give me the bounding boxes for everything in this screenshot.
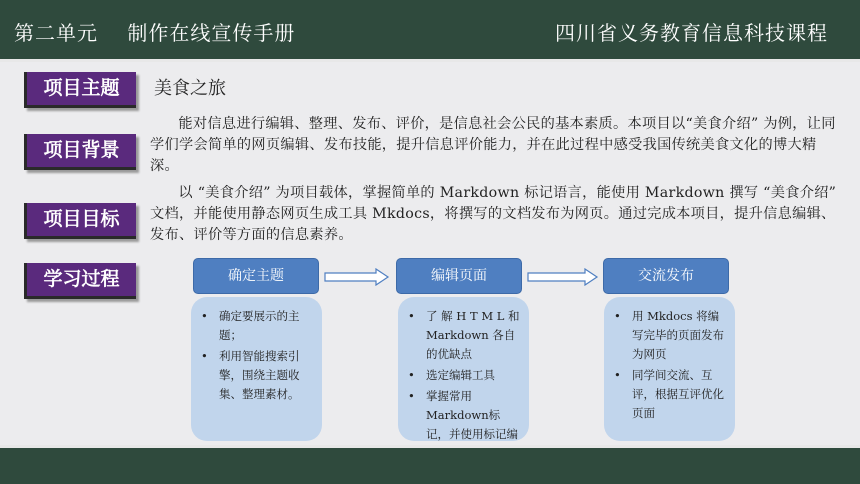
detail-box-topic: [191, 297, 322, 441]
background-text: 能对信息进行编辑、整理、发布、评价，是信息社会公民的基本素质。本项目以“美食介绍” 为例，让同学们学会简单的网页编辑、发布技能，提升信息评价能力，并在此过程中感受我国传统美食文化的博大精深。: [150, 116, 836, 174]
bullet-icon: •: [614, 309, 621, 323]
label-goal: 项目目标: [24, 203, 136, 239]
list-item: • 选定编辑工具: [408, 366, 521, 385]
bullet-icon: •: [408, 309, 415, 323]
course-title: 四川省义务教育信息科技课程: [555, 21, 828, 45]
bullet-icon: •: [201, 309, 208, 323]
label-process: 学习过程: [24, 263, 136, 299]
label-topic: 项目主题: [24, 72, 136, 108]
step-box-topic: 确定主题: [193, 258, 319, 294]
step-box-edit: 编辑页面: [396, 258, 522, 294]
arrow-right-icon: [324, 268, 390, 286]
header-bar: [0, 0, 860, 62]
arrow-right-icon: [527, 268, 599, 286]
bullet-icon: •: [408, 389, 415, 403]
unit-title: 第二单元 制作在线宣传手册: [14, 21, 296, 45]
list-item: • 确定要展示的主题；: [201, 309, 300, 342]
goal-text: 以 “美食介绍” 为项目载体，掌握简单的 Markdown 标记语言，能使用 Markdown 撰写 “美食介绍” 文档，并能使用静态网页生成工具 Mkdocs，将撰写的文档发布为网页。通过完成本项目，提升信息编辑、发布、评价等方面的信息素养。: [150, 185, 837, 243]
bullet-icon: •: [614, 368, 621, 382]
step-box-publish: 交流发布: [603, 258, 729, 294]
label-background: 项目背景: [24, 134, 136, 170]
list-item: • 了 解 H T M L 和 Markdown 各自的优缺点: [408, 309, 520, 361]
bullet-icon: •: [408, 368, 415, 382]
topic-text: 美食之旅: [154, 78, 226, 99]
footer-bar: [0, 445, 860, 484]
list-item: • 用 Mkdocs 将编写完毕的页面发布为网页: [614, 309, 724, 361]
list-item: • 利用智能搜索引擎，围绕主题收集、整理素材。: [201, 349, 300, 401]
detail-box-edit: [398, 297, 529, 441]
list-item: • 掌握常用Markdown标记，并使用标记编: [408, 389, 518, 441]
list-item: • 同学间交流、互评，根据互评优化页面: [614, 368, 724, 420]
bullet-icon: •: [201, 349, 208, 363]
detail-box-publish: [604, 297, 735, 441]
